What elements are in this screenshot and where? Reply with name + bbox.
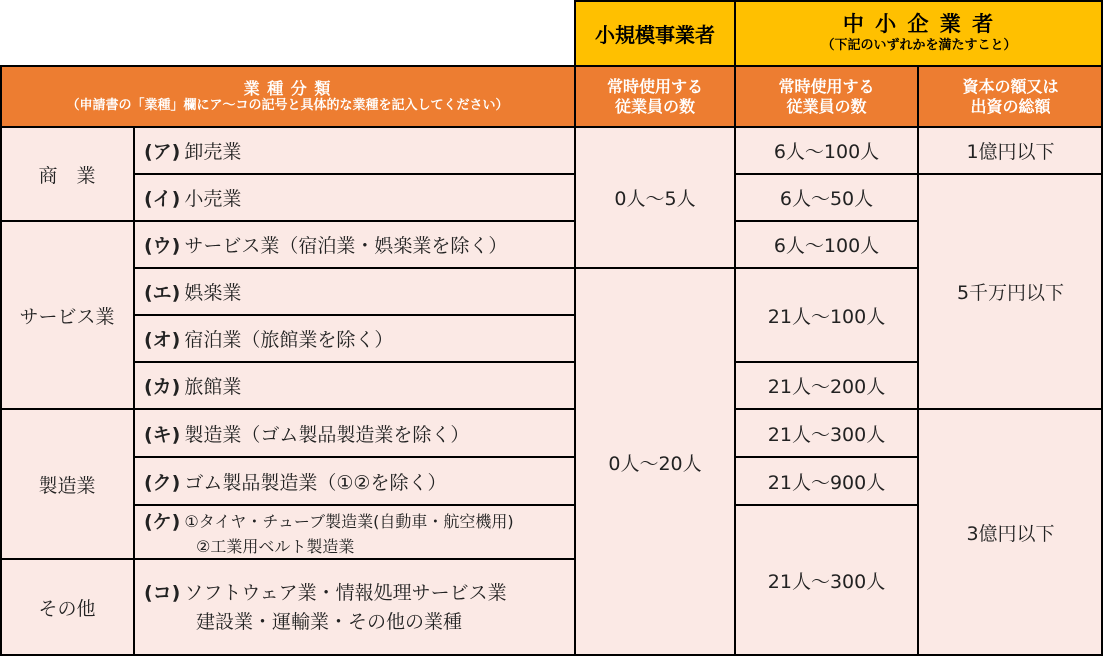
row-mark: (コ) — [144, 582, 181, 604]
row-name: 宿泊業（旅館業を除く） — [184, 329, 394, 351]
row-ku — [134, 457, 575, 505]
category-title: 業 種 分 類 — [243, 78, 332, 98]
row-name-2: 建設業・運輸業・その他の業種 — [196, 610, 463, 633]
row-name: 卸売業 — [184, 141, 242, 163]
sme-note: （下記のいずれかを満たすこと） — [821, 37, 1017, 53]
row-ki — [134, 409, 575, 457]
row-ko — [134, 559, 575, 656]
sme-employees-i: 6人～50人 — [735, 174, 918, 221]
row-mark: (エ) — [144, 282, 181, 304]
capital-ki-ko: 3億円以下 — [918, 409, 1103, 656]
row-e — [134, 268, 575, 315]
sme-employees-a: 6人～100人 — [735, 127, 918, 174]
group-manufacturing: 製造業 — [0, 409, 134, 559]
sme-employees-e-o: 21人～100人 — [735, 268, 918, 362]
sme-employees-line1: 常時使用する — [778, 76, 875, 96]
row-mark: (カ) — [144, 376, 181, 398]
small-employees-line1: 常時使用する — [606, 76, 703, 96]
sme-employees-ka: 21人～200人 — [735, 362, 918, 409]
row-mark: (ウ) — [144, 235, 181, 257]
row-o — [134, 315, 575, 362]
row-mark: (オ) — [144, 329, 181, 351]
row-name: 製造業（ゴム製品製造業を除く） — [184, 423, 470, 446]
row-i — [134, 174, 575, 221]
sme-employees-ku: 21人～900人 — [735, 457, 918, 505]
sme-header — [735, 0, 1103, 66]
row-name: ソフトウェア業・情報処理サービス業 — [184, 582, 507, 604]
row-name: 旅館業 — [184, 376, 242, 398]
sme-employees-ke-ko: 21人～300人 — [735, 505, 918, 656]
sme-employees-header — [735, 66, 918, 127]
small-business-header: 小規模事業者 — [575, 0, 735, 66]
row-mark: (ケ) — [144, 511, 181, 533]
capital-header — [918, 66, 1103, 127]
capital-line1: 資本の額又は — [962, 76, 1059, 96]
small-employees-2: 0人～20人 — [575, 268, 735, 656]
sme-employees-ki: 21人～300人 — [735, 409, 918, 457]
small-employees-line2: 従業員の数 — [614, 96, 695, 116]
row-mark: (ア) — [144, 141, 181, 163]
capital-line2: 出資の総額 — [970, 96, 1051, 116]
capital-a: 1億円以下 — [918, 127, 1103, 174]
sme-employees-u: 6人～100人 — [735, 221, 918, 268]
group-other: その他 — [0, 559, 134, 656]
row-mark: (ク) — [144, 471, 181, 494]
group-service: サービス業 — [0, 221, 134, 409]
row-a — [134, 127, 575, 174]
row-name: 小売業 — [184, 188, 242, 210]
row-name: ①タイヤ・チューブ製造業(自動車・航空機用) — [184, 512, 514, 531]
row-mark: (キ) — [144, 423, 181, 446]
row-u — [134, 221, 575, 268]
row-name: 娯楽業 — [184, 282, 242, 304]
group-commerce: 商 業 — [0, 127, 134, 221]
sme-title: 中 小 企 業 者 — [842, 12, 996, 37]
row-ka — [134, 362, 575, 409]
row-mark: (イ) — [144, 188, 181, 210]
row-name: サービス業（宿泊業・娯楽業を除く） — [184, 235, 508, 257]
small-employees-header — [575, 66, 735, 127]
category-header — [0, 66, 575, 127]
capital-i-ka: 5千万円以下 — [918, 174, 1103, 409]
row-name-2: ②工業用ベルト製造業 — [196, 537, 355, 556]
row-name: ゴム製品製造業（①②を除く） — [184, 471, 447, 494]
row-ke — [134, 505, 575, 559]
category-note: （申請書の「業種」欄にア～コの記号と具体的な業種を記入してください） — [66, 98, 509, 114]
sme-employees-line2: 従業員の数 — [786, 96, 867, 116]
small-employees-1: 0人～5人 — [575, 127, 735, 268]
